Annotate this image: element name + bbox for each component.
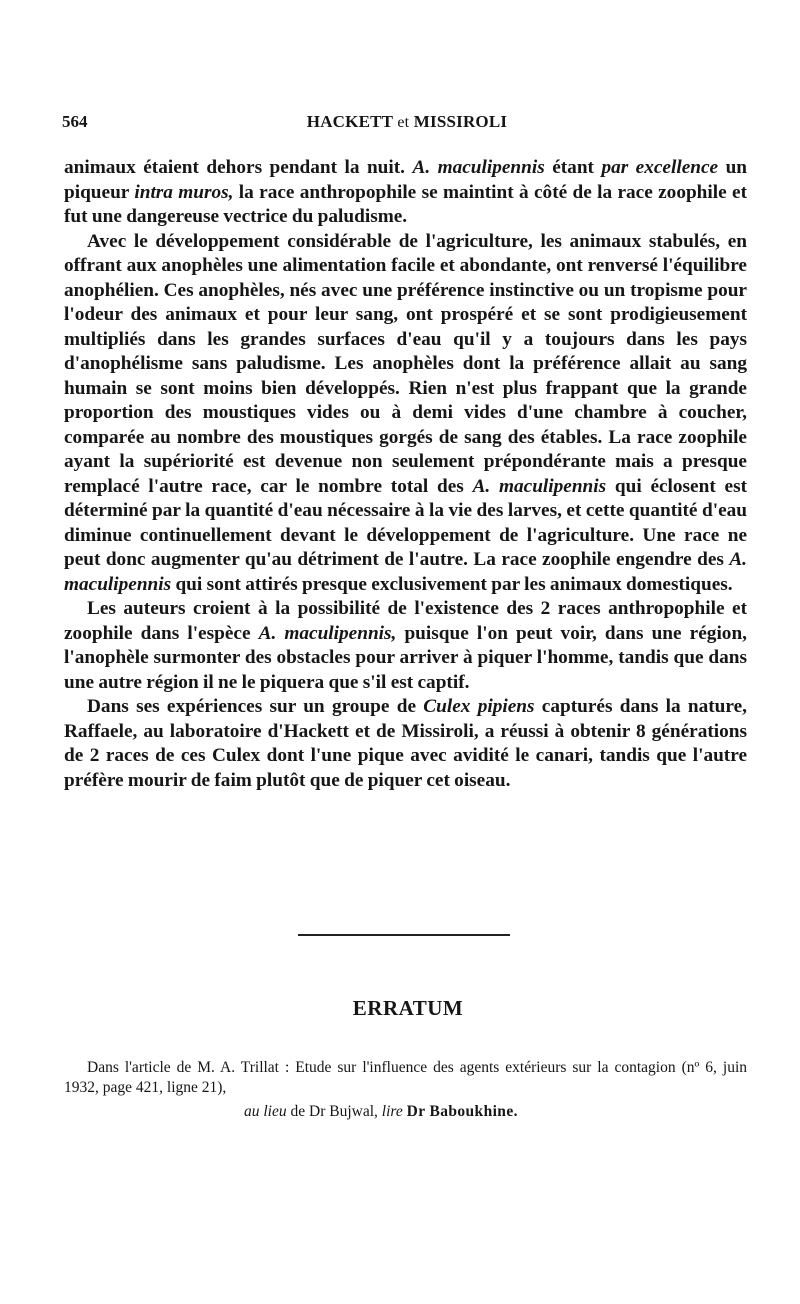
species-name: Culex pipiens [423,696,535,717]
text-run: la race anthropophile se maintint à côté de la race zoophile et fut une dangereuse vectrice du paludisme. [64,181,747,227]
erratum-correction [64,1102,747,1122]
erratum-de: de [290,1103,306,1120]
text-run: puisque l'on peut voir, dans une région, l'anophèle surmonter des obstacles pour arriver à piquer l'homme, tandis que dans une autre région il ne le piquera que s'il est captif. [64,622,747,693]
erratum-reference: Dans l'article de M. A. Trillat : Etude sur l'influence des agents extérieurs sur la contagion (nº 6, juin 1932, page 421, ligne 21), [64,1059,747,1096]
text-run: Les auteurs croient à la possibilité de l'existence des 2 races anthropophile et zoophile dans l'espèce [64,598,747,644]
running-head-author-1: HACKETT [306,112,393,131]
species-name: A. maculipennis [64,549,747,595]
text-run: capturés dans la nature, Raffaele, au laboratoire d'Hackett et de Missiroli, a réussi à obtenir 8 générations de 2 races de ces Culex dont l'une pique avec avidité le canari, tandis que l'autre préfère mourir de faim plutôt que de piquer cet oiseau. [64,696,747,791]
text-run: qui éclosent est déterminé par la quantité d'eau nécessaire à la vie des larves, et cette quantité d'eau diminue continuellement devant le développement de l'agriculture. Une race ne peut donc augmenter qu'au détriment de l'autre. La race zoophile engendre des [64,475,747,570]
paragraph-1 [64,156,747,230]
species-name: A. maculipennis, [258,622,397,644]
section-divider [298,934,510,936]
running-head-author-2: MISSIROLI [413,112,508,131]
text-run: animaux étaient dehors pendant la nuit. [64,157,413,178]
paragraph-2 [64,230,747,598]
species-name: A. maculipennis [472,475,607,497]
erratum-wrong-name: Dr Bujwal, [309,1103,378,1120]
page-number: 564 [62,112,88,131]
erratum-right-name: Dr Baboukhine. [406,1103,518,1120]
paragraph-3 [64,597,747,695]
text-run: qui sont attirés presque exclusivement par les animaux domestiques. [171,573,733,595]
erratum-body [64,1058,747,1122]
italic-phrase: par excellence [601,157,719,178]
text-run: Dans ses expériences sur un groupe de [87,696,424,717]
species-name: A. maculipennis [412,157,545,178]
italic-phrase: intra muros, [134,181,234,203]
text-run: un piqueur [64,157,748,203]
paragraph-4 [64,695,747,793]
article-body [64,156,747,793]
erratum-au-lieu: au lieu [244,1103,287,1120]
erratum-title: ERRATUM [352,996,464,1020]
erratum-lire: lire [381,1103,403,1120]
running-head-conjunction: et [397,114,410,131]
text-run: étant [544,157,602,178]
running-head [0,112,800,132]
text-run: Avec le développement considérable de l'agriculture, les animaux stabulés, en offrant aux anophèles une alimentation facile et abondante, ont renversé l'équilibre anophélien. Ces anophèles, nés avec une préférence instinctive ou un tropisme pour l'odeur des animaux et pour leur sang, ont prospéré et se sont prodigieusement multipliés dans les grandes surfaces d'eau qu'il y a toujours dans les pays d'anophélisme sans paludisme. Les anophèles dont la préférence allait au sang humain se sont moins bien développés. Rien n'est plus frappant que la grande proportion des moustiques vides ou à demi vides d'une chambre à coucher, comparée au nombre des moustiques gorgés de sang des étables. La race zoophile ayant la supériorité est devenue non seulement prépondérante mais a presque remplacé l'autre race, car le nombre total des [64,230,747,497]
